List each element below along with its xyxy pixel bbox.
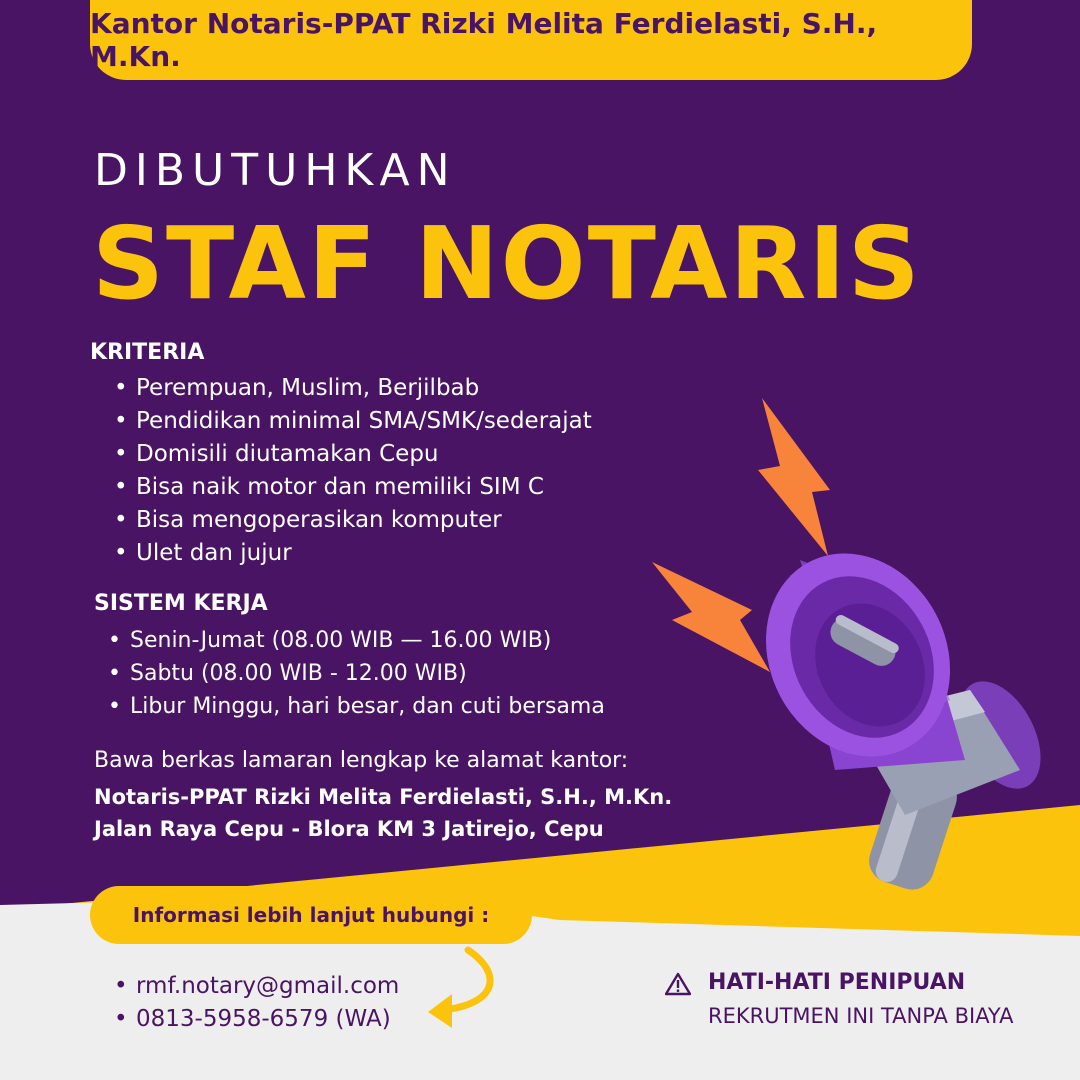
headline-pre: DIBUTUHKAN bbox=[94, 145, 457, 196]
list-item: • Senin-Jumat (08.00 WIB — 16.00 WIB) bbox=[108, 624, 605, 657]
application-address: Jalan Raya Cepu - Blora KM 3 Jatirejo, Cepu bbox=[94, 817, 604, 841]
list-item: • Bisa mengoperasikan komputer bbox=[114, 504, 592, 537]
list-item: • Bisa naik motor dan memiliki SIM C bbox=[114, 471, 592, 504]
warning-title: HATI-HATI PENIPUAN bbox=[708, 970, 966, 995]
headline-title: STAF NOTARIS bbox=[92, 205, 922, 322]
contact-label: Informasi lebih lanjut hubungi : bbox=[132, 903, 490, 927]
list-item: • Sabtu (08.00 WIB - 12.00 WIB) bbox=[108, 657, 605, 690]
office-name: Kantor Notaris-PPAT Rizki Melita Ferdielasti, S.H., M.Kn. bbox=[90, 7, 878, 73]
application-office: Notaris-PPAT Rizki Melita Ferdielasti, S.H., M.Kn. bbox=[94, 785, 673, 809]
application-intro: Bawa berkas lamaran lengkap ke alamat kantor: bbox=[94, 748, 629, 773]
phone-contact[interactable]: • 0813-5958-6579 (WA) bbox=[114, 1003, 399, 1036]
warning-subtitle: REKRUTMEN INI TANPA BIAYA bbox=[708, 1004, 1014, 1028]
warning-icon bbox=[665, 972, 691, 996]
list-item: • Libur Minggu, hari besar, dan cuti bersama bbox=[108, 690, 605, 723]
list-item: • Pendidikan minimal SMA/SMK/sederajat bbox=[114, 405, 592, 438]
work-system-heading: SISTEM KERJA bbox=[94, 591, 268, 616]
list-item: • Domisili diutamakan Cepu bbox=[114, 438, 592, 471]
email-contact[interactable]: • rmf.notary@gmail.com bbox=[114, 970, 399, 1003]
list-item: • Perempuan, Muslim, Berjilbab bbox=[114, 372, 592, 405]
criteria-heading: KRITERIA bbox=[90, 340, 205, 365]
list-item: • Ulet dan jujur bbox=[114, 537, 592, 570]
contact-list bbox=[114, 970, 399, 1036]
